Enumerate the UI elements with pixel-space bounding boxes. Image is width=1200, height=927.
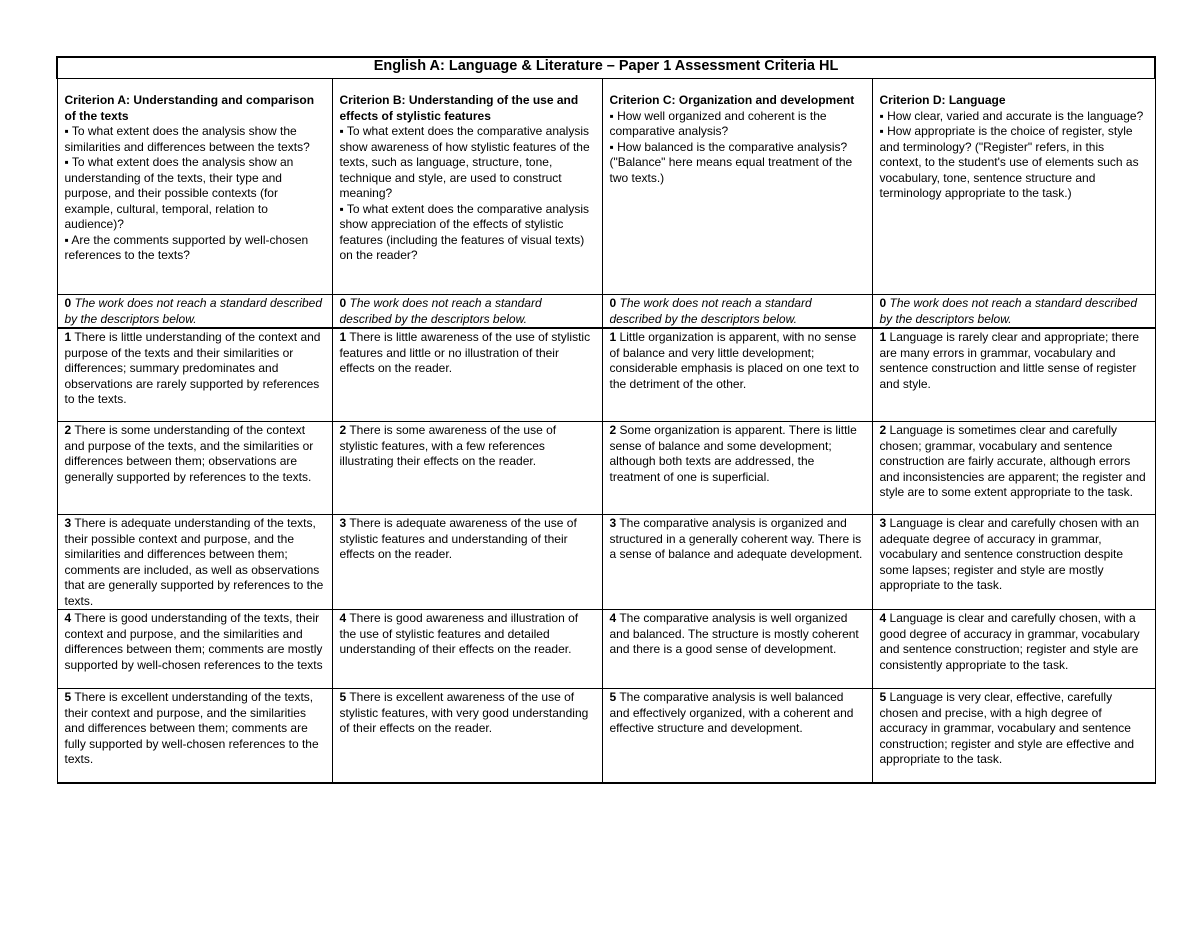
level-cell xyxy=(602,610,872,689)
criterion-b-heading: Criterion B: Understanding of the use and effects of stylistic features xyxy=(339,93,579,123)
level-descriptor: Language is very clear, effective, carefully chosen and precise, with a high degree of accuracy in grammar, vocabulary and sentence construction; register and style are effective and appropriate to the task. xyxy=(879,690,1135,766)
table-title-row xyxy=(57,57,1155,79)
level-cell xyxy=(57,422,332,515)
score-number: 0 xyxy=(339,296,347,310)
score-number: 0 xyxy=(609,296,617,310)
level-cell xyxy=(332,689,602,784)
level-descriptor: There is little awareness of the use of stylistic features and little or no illustration of their effects on the reader. xyxy=(339,330,591,375)
level-cell xyxy=(332,328,602,422)
level-row-1 xyxy=(57,328,1155,422)
level-cell xyxy=(332,610,602,689)
level-descriptor: There is excellent awareness of the use of stylistic features, with very good understanding of their effects on the reader. xyxy=(339,690,589,735)
level-descriptor: There is good understanding of the texts, their context and purpose, and the similarities and differences between them; comments are mostly supported by well-chosen references to the texts xyxy=(64,611,323,672)
criterion-d-bullet: ▪ How clear, varied and accurate is the language? xyxy=(879,108,1144,123)
level-cell xyxy=(57,328,332,422)
criterion-a-heading: Criterion A: Understanding and comparison of the texts xyxy=(64,93,315,123)
level-descriptor: There is adequate awareness of the use of stylistic features and understanding of their effects on the reader. xyxy=(339,516,577,561)
score-number: 1 xyxy=(64,330,72,344)
level-descriptor: Some organization is apparent. There is little sense of balance and some development; although both texts are addressed, the treatment of one is superficial. xyxy=(609,423,857,484)
level-row-0 xyxy=(57,295,1155,329)
level-descriptor: Language is rarely clear and appropriate; there are many errors in grammar, vocabulary and sentence construction and little sense of register and style. xyxy=(879,330,1140,391)
level-descriptor: There is some understanding of the context and purpose of the texts, and the similarities or differences between them; observations are generally supported by references to the texts. xyxy=(64,423,314,484)
score-number: 2 xyxy=(339,423,347,437)
level-row-2 xyxy=(57,422,1155,515)
level-descriptor: The comparative analysis is well balanced and effectively organized, with a coherent and effective structure and development. xyxy=(609,690,854,735)
score-number: 2 xyxy=(609,423,617,437)
level-cell xyxy=(332,422,602,515)
level-descriptor: The comparative analysis is organized and structured in a generally coherent way. There is a sense of balance and adequate development. xyxy=(609,516,863,561)
criterion-b-cell xyxy=(332,79,602,295)
level-descriptor: Language is sometimes clear and carefully chosen; grammar, vocabulary and sentence construction are fairly accurate, although errors and inconsistencies are apparent; the register and style are to some extent appropriate to the task. xyxy=(879,423,1146,499)
criterion-c-heading: Criterion C: Organization and development xyxy=(609,93,855,107)
criterion-a-bullet: ▪ Are the comments supported by well-chosen references to the texts? xyxy=(64,232,309,262)
level-cell xyxy=(57,295,332,329)
level-cell xyxy=(332,295,602,329)
score-number: 4 xyxy=(879,611,887,625)
score-number: 5 xyxy=(609,690,617,704)
score-number: 0 xyxy=(64,296,72,310)
level-descriptor: Little organization is apparent, with no sense of balance and very little development; considerable emphasis is placed on one text to the detriment of the other. xyxy=(609,330,859,391)
criterion-a-bullet: ▪ To what extent does the analysis show the similarities and differences between the texts? xyxy=(64,124,310,154)
score-number: 5 xyxy=(64,690,72,704)
level-cell xyxy=(57,689,332,784)
level-cell xyxy=(872,328,1155,422)
level-cell xyxy=(872,515,1155,610)
assessment-criteria-table xyxy=(56,56,1156,784)
criterion-c-cell xyxy=(602,79,872,295)
criterion-d-cell xyxy=(872,79,1155,295)
level-descriptor: There is good awareness and illustration of the use of stylistic features and detailed understanding of their effects on the reader. xyxy=(339,611,579,656)
criterion-d-bullet: ▪ How appropriate is the choice of register, style and terminology? ("Register" refers, in this context, to the student's use of elements such as vocabulary, tone, sentence structure and terminology appropriate to the task.) xyxy=(879,124,1139,200)
score-number: 1 xyxy=(609,330,617,344)
score-number: 5 xyxy=(339,690,347,704)
criterion-c-bullet: ▪ How well organized and coherent is the comparative analysis? xyxy=(609,108,827,138)
level-descriptor: The work does not reach a standard described by the descriptors below. xyxy=(609,296,812,326)
score-number: 1 xyxy=(879,330,887,344)
level-cell xyxy=(602,689,872,784)
level-descriptor: There is some awareness of the use of stylistic features, with a few references illustrating their effects on the reader. xyxy=(339,423,557,468)
criterion-a-cell xyxy=(57,79,332,295)
level-cell xyxy=(602,295,872,329)
criterion-b-bullet: ▪ To what extent does the comparative analysis show appreciation of the effects of stylistic features (including the features of visual texts) on the reader? xyxy=(339,201,590,262)
level-descriptor: The work does not reach a standard described by the descriptors below. xyxy=(339,296,542,326)
score-number: 4 xyxy=(339,611,347,625)
level-descriptor: There is adequate understanding of the texts, their possible context and purpose, and the similarities and differences between them; comments are included, as well as observations that are generally supported by references to the texts. xyxy=(64,516,324,608)
score-number: 4 xyxy=(609,611,617,625)
score-number: 5 xyxy=(879,690,887,704)
level-descriptor: Language is clear and carefully chosen, with a good degree of accuracy in grammar, vocabulary and sentence construction; register and style are consistently appropriate to the task. xyxy=(879,611,1140,672)
criteria-row xyxy=(57,79,1155,295)
criterion-c-bullet: ▪ How balanced is the comparative analysis? ("Balance" here means equal treatment of the two texts.) xyxy=(609,139,853,185)
score-number: 0 xyxy=(879,296,887,310)
criterion-a-bullet: ▪ To what extent does the analysis show an understanding of the texts, their type and purpose, and their possible contexts (for example, cultural, temporal, relation to audience)? xyxy=(64,155,294,231)
level-cell xyxy=(602,422,872,515)
level-descriptor: There is little understanding of the context and purpose of the texts and their similarities or differences; summary predominates and observations are rarely supported by references to the texts. xyxy=(64,330,321,406)
level-cell xyxy=(872,610,1155,689)
level-descriptor: There is excellent understanding of the texts, their context and purpose, and the similarities and differences between them; comments are fully supported by well-chosen references to the texts. xyxy=(64,690,319,766)
level-cell xyxy=(57,515,332,610)
level-cell xyxy=(332,515,602,610)
level-row-4 xyxy=(57,610,1155,689)
score-number: 2 xyxy=(64,423,72,437)
score-number: 4 xyxy=(64,611,72,625)
level-cell xyxy=(57,610,332,689)
table-title: English A: Language & Literature – Paper 1 Assessment Criteria HL xyxy=(57,57,1155,79)
criterion-b-bullet: ▪ To what extent does the comparative analysis show awareness of how stylistic features of the texts, such as language, structure, tone, technique and style, are used to construct meaning? xyxy=(339,124,590,200)
score-number: 2 xyxy=(879,423,887,437)
criterion-d-heading: Criterion D: Language xyxy=(879,93,1006,107)
score-number: 1 xyxy=(339,330,347,344)
level-descriptor: The work does not reach a standard described by the descriptors below. xyxy=(64,296,323,326)
level-descriptor: The comparative analysis is well organized and balanced. The structure is mostly coherent and there is a good sense of development. xyxy=(609,611,859,656)
level-row-3 xyxy=(57,515,1155,610)
level-cell xyxy=(872,422,1155,515)
score-number: 3 xyxy=(879,516,887,530)
level-cell xyxy=(872,295,1155,329)
score-number: 3 xyxy=(339,516,347,530)
level-descriptor: Language is clear and carefully chosen with an adequate degree of accuracy in grammar, vocabulary and sentence construction despite some lapses; register and style are mostly appropriate to the task. xyxy=(879,516,1140,592)
level-descriptor: The work does not reach a standard described by the descriptors below. xyxy=(879,296,1138,326)
score-number: 3 xyxy=(64,516,72,530)
level-row-5 xyxy=(57,689,1155,784)
level-cell xyxy=(872,689,1155,784)
level-cell xyxy=(602,515,872,610)
score-number: 3 xyxy=(609,516,617,530)
level-cell xyxy=(602,328,872,422)
